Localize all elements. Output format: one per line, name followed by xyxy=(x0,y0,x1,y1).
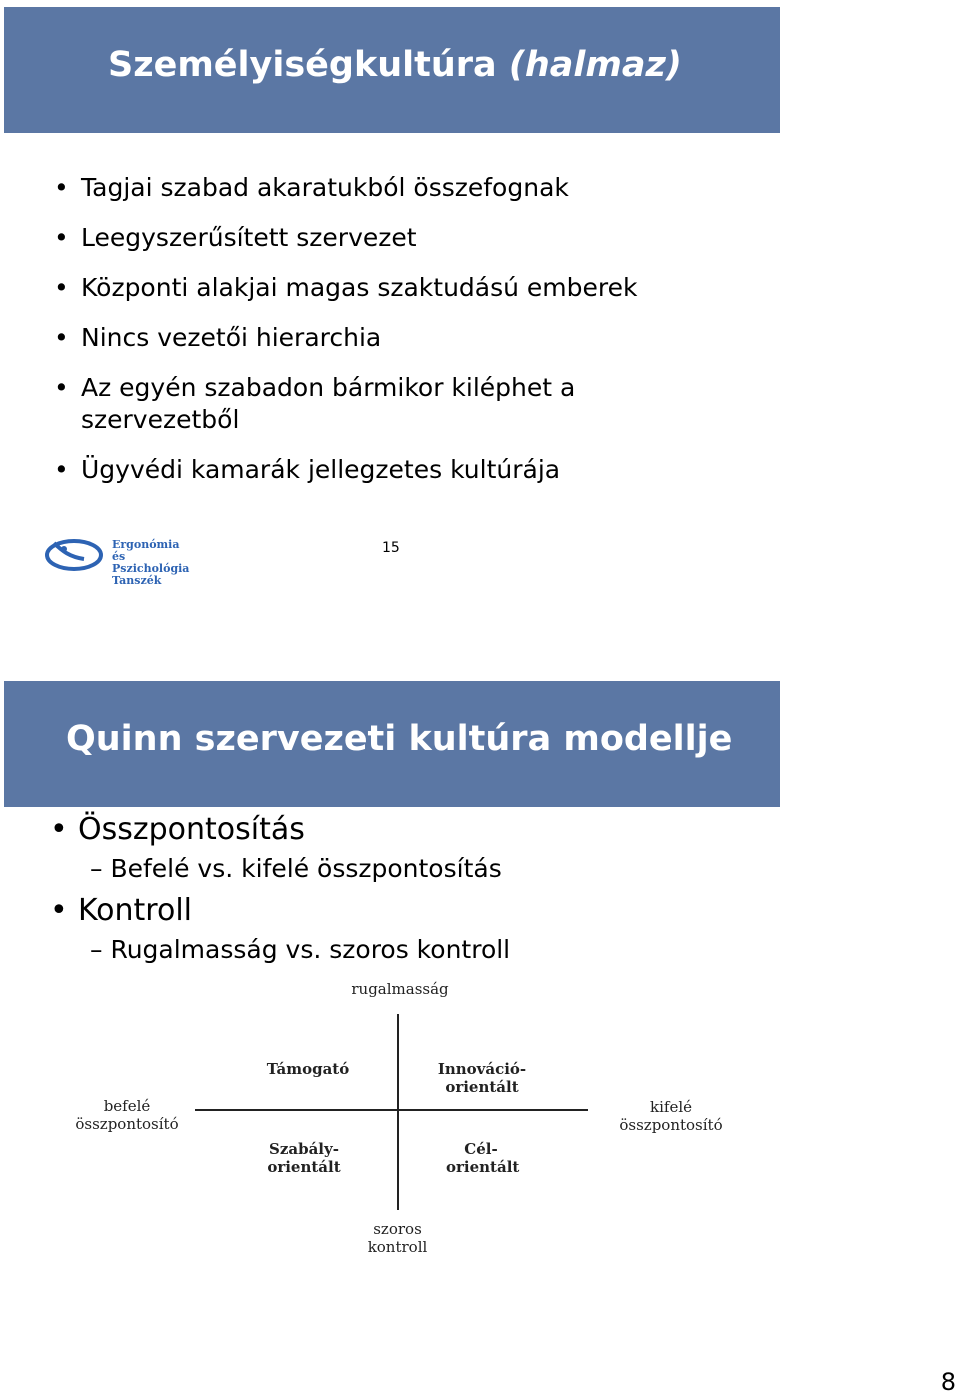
list-item: • Nincs vezetői hierarchia xyxy=(54,323,382,352)
slide1-bullet-list xyxy=(48,172,641,504)
slide1-header xyxy=(4,7,780,133)
list-item: • Tagjai szabad akaratukból összefognak xyxy=(54,173,569,202)
bullet-icon: • xyxy=(50,893,68,928)
quadrant-bottom-right: Cél-orientált xyxy=(446,1140,520,1176)
list-item: • Kontroll xyxy=(50,893,193,928)
page-number: 8 xyxy=(940,1368,956,1396)
quadrant-top-left: Támogató xyxy=(266,1060,350,1078)
bullet-icon: • xyxy=(54,173,69,202)
list-item: • Leegyszerűsített szervezet xyxy=(54,223,417,252)
quadrant-bottom-left: Szabály-orientált xyxy=(267,1140,341,1176)
bullet-icon: • xyxy=(54,323,69,352)
bullet-icon: • xyxy=(50,812,68,847)
slide2-title: Quinn szervezeti kultúra modellje xyxy=(66,719,733,759)
list-item: • Összpontosítás xyxy=(50,812,305,847)
bullet-icon: • xyxy=(54,455,69,484)
axis-label-top: rugalmasság xyxy=(351,980,449,998)
bullet-icon: • xyxy=(54,373,69,402)
department-logo xyxy=(44,535,190,587)
logo-swoosh-icon xyxy=(44,535,110,575)
axis-label-right: kifelé összpontosító xyxy=(619,1098,723,1134)
list-item: • Az egyén szabadon bármikor kiléphet a szervezetből xyxy=(54,373,576,434)
logo-text: Ergonómia és Pszichológia Tanszék xyxy=(112,538,190,587)
list-item: – Rugalmasság vs. szoros kontroll xyxy=(90,935,511,964)
slide1-title: Személyiségkultúra (halmaz) xyxy=(108,45,682,85)
axis-label-bottom: szoros kontroll xyxy=(367,1220,428,1256)
slide2-header xyxy=(4,681,780,807)
list-item: • Ügyvédi kamarák jellegzetes kultúrája xyxy=(54,455,561,484)
quadrant-top-right: Innováció-orientált xyxy=(437,1060,527,1096)
list-item: – Befelé vs. kifelé összpontosítás xyxy=(90,854,502,883)
quinn-diagram xyxy=(0,970,800,1270)
axis-label-left: befelé összpontosító xyxy=(75,1097,179,1133)
list-item: • Központi alakjai magas szaktudású emberek xyxy=(54,273,638,302)
bullet-icon: • xyxy=(54,223,69,252)
slide1-page-number: 15 xyxy=(382,540,400,556)
bullet-icon: • xyxy=(54,273,69,302)
